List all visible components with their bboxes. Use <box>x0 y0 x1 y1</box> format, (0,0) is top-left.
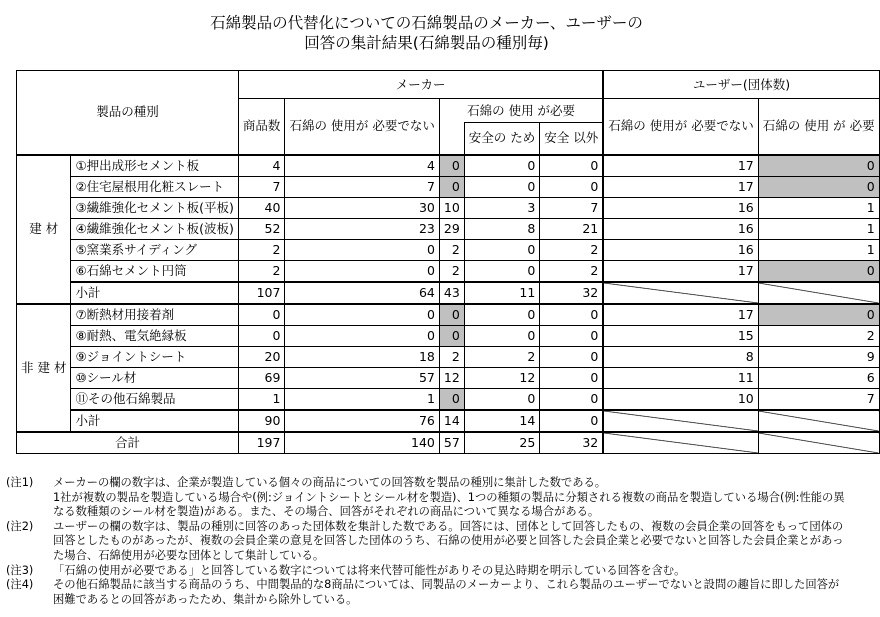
subtotal-label: 小計 <box>71 282 238 304</box>
product-count: 20 <box>238 346 285 367</box>
note-label: (注3) <box>6 563 34 577</box>
table-row <box>17 388 880 410</box>
safety-value: 12 <box>464 367 539 388</box>
non-safety-value: 32 <box>540 432 603 454</box>
table-row <box>17 346 880 367</box>
user-header: ユーザー(団体数) <box>603 71 879 99</box>
not-needed-value: 0 <box>285 304 439 326</box>
table-row <box>17 176 880 197</box>
non-safety-value: 2 <box>540 239 603 260</box>
product-count-header: 商品数 <box>238 99 285 155</box>
needed-value: 2 <box>439 260 464 282</box>
safety-value: 25 <box>464 432 539 454</box>
note-label: (注1) <box>6 476 34 489</box>
user-needed-value: 0 <box>758 176 879 197</box>
note-text: 「石綿の使用が必要である」と回答している数字については将来代替可能性がありその見込時期を明示している回答を含む。 <box>53 563 686 577</box>
needed-value: 0 <box>439 304 464 326</box>
user-not-needed-value: 17 <box>603 260 758 282</box>
non-safety-value: 7 <box>540 197 603 218</box>
product-count: 0 <box>238 304 285 326</box>
product-count: 40 <box>238 197 285 218</box>
not-needed-value: 0 <box>285 325 439 346</box>
product-count: 2 <box>238 239 285 260</box>
table-row <box>17 260 880 282</box>
diagonal-cell <box>758 282 879 304</box>
total-row <box>17 432 880 454</box>
total-label: 合計 <box>17 432 239 454</box>
product-count: 69 <box>238 367 285 388</box>
not-needed-value: 1 <box>285 388 439 410</box>
not-needed-value: 4 <box>285 155 439 177</box>
product-name: ⑨ジョイントシート <box>71 346 238 367</box>
needed-value: 14 <box>439 410 464 432</box>
non-safety-value: 0 <box>540 325 603 346</box>
needed-value: 57 <box>439 432 464 454</box>
non-safety-value: 21 <box>540 218 603 239</box>
note-label: (注2) <box>6 519 34 533</box>
product-count: 2 <box>238 260 285 282</box>
note-label <box>6 491 53 520</box>
note <box>6 578 848 607</box>
product-count: 1 <box>238 388 285 410</box>
user-needed-value: 1 <box>758 197 879 218</box>
safety-header: 安全の ため <box>464 123 539 155</box>
product-name: ⑧耐熱、電気絶縁板 <box>71 325 238 346</box>
group-label: 非 建 材 <box>17 304 71 432</box>
non-safety-value: 0 <box>540 388 603 410</box>
not-needed-value: 7 <box>285 176 439 197</box>
notes <box>6 476 848 607</box>
safety-value: 0 <box>464 260 539 282</box>
product-name: ⑤窯業系サイディング <box>71 239 238 260</box>
user-needed-value: 6 <box>758 367 879 388</box>
page-title-line2: 回答の集計結果(石綿製品の種別毎) <box>304 34 549 52</box>
non-safety-value: 32 <box>540 282 603 304</box>
needed-value: 2 <box>439 346 464 367</box>
table-row <box>17 218 880 239</box>
safety-value: 0 <box>464 155 539 177</box>
results-table <box>16 70 880 454</box>
note-text: 1社が複数の製品を製造している場合や(例:ジョイントシートとシール材を製造)、1つの種類の製品に分類される複数の商品を製造している場合(例:性能の異なる数種類のシール材を製造)がある。また、その場合、回答がそれぞれの商品について異なる場合がある。 <box>53 490 845 519</box>
product-name: ⑥石綿セメント円筒 <box>71 260 238 282</box>
user-needed-value: 7 <box>758 388 879 410</box>
table-row <box>17 155 880 177</box>
user-needed-header: 石綿の 使用 が 必要 <box>758 99 879 155</box>
not-needed-value: 57 <box>285 367 439 388</box>
product-count: 197 <box>238 432 285 454</box>
diagonal-cell <box>603 282 758 304</box>
product-count: 0 <box>238 325 285 346</box>
diagonal-cell <box>603 410 758 432</box>
group-label: 建 材 <box>17 155 71 304</box>
safety-value: 0 <box>464 304 539 326</box>
user-needed-value: 0 <box>758 260 879 282</box>
user-not-needed-value: 15 <box>603 325 758 346</box>
non-safety-header: 安全 以外 <box>540 123 603 155</box>
not-needed-header: 石綿の 使用が 必要でない <box>285 99 439 155</box>
non-safety-value: 0 <box>540 176 603 197</box>
note <box>6 564 848 579</box>
user-needed-value: 0 <box>758 304 879 326</box>
product-name: ③繊維強化セメント板(平板) <box>71 197 238 218</box>
user-not-needed-value: 10 <box>603 388 758 410</box>
needed-value: 12 <box>439 367 464 388</box>
non-safety-value: 0 <box>540 410 603 432</box>
needed-header: 石綿の 使用 が必要 <box>439 99 603 123</box>
product-count: 52 <box>238 218 285 239</box>
not-needed-value: 76 <box>285 410 439 432</box>
page-title-line1: 石綿製品の代替化についての石綿製品のメーカー、ユーザーの <box>210 14 643 32</box>
needed-value: 10 <box>439 197 464 218</box>
non-safety-value: 2 <box>540 260 603 282</box>
diagonal-cell <box>758 432 879 454</box>
non-safety-value: 0 <box>540 367 603 388</box>
product-count: 7 <box>238 176 285 197</box>
diagonal-cell <box>758 410 879 432</box>
product-name: ⑩シール材 <box>71 367 238 388</box>
needed-value: 29 <box>439 218 464 239</box>
not-needed-value: 18 <box>285 346 439 367</box>
safety-value: 8 <box>464 218 539 239</box>
needed-value: 0 <box>439 155 464 177</box>
product-count: 4 <box>238 155 285 177</box>
not-needed-value: 23 <box>285 218 439 239</box>
user-not-needed-value: 11 <box>603 367 758 388</box>
not-needed-value: 64 <box>285 282 439 304</box>
user-not-needed-value: 17 <box>603 304 758 326</box>
user-not-needed-value: 8 <box>603 346 758 367</box>
not-needed-value: 0 <box>285 239 439 260</box>
safety-value: 3 <box>464 197 539 218</box>
table-row <box>17 325 880 346</box>
note <box>6 491 848 520</box>
table-row <box>17 239 880 260</box>
note-text: その他石綿製品に該当する商品のうち、中間製品的な8商品については、同製品のメーカーより、これら製品のユーザーでないと設問の趣旨に即した回答が困難であるとの回答があったため、集計から除外している。 <box>53 578 840 606</box>
product-count: 90 <box>238 410 285 432</box>
note-label: (注4) <box>6 578 34 592</box>
user-not-needed-value: 17 <box>603 176 758 197</box>
user-needed-value: 1 <box>758 218 879 239</box>
safety-value: 11 <box>464 282 539 304</box>
subtotal-row <box>17 282 880 304</box>
non-safety-value: 0 <box>540 346 603 367</box>
note-text: メーカーの欄の数字は、企業が製造している個々の商品についての回答数を製品の種別に集計した数である。 <box>53 476 607 489</box>
not-needed-value: 140 <box>285 432 439 454</box>
note <box>6 476 848 491</box>
user-not-needed-value: 16 <box>603 197 758 218</box>
user-not-needed-value: 16 <box>603 239 758 260</box>
user-needed-value: 2 <box>758 325 879 346</box>
not-needed-value: 30 <box>285 197 439 218</box>
category-header: 製品の種別 <box>17 71 239 155</box>
note <box>6 520 848 564</box>
needed-value: 43 <box>439 282 464 304</box>
subtotal-label: 小計 <box>71 410 238 432</box>
needed-value: 0 <box>439 176 464 197</box>
safety-value: 0 <box>464 325 539 346</box>
maker-header: メーカー <box>238 71 603 99</box>
table-row <box>17 304 880 326</box>
safety-value: 2 <box>464 346 539 367</box>
needed-value: 0 <box>439 388 464 410</box>
table-row <box>17 367 880 388</box>
user-needed-value: 9 <box>758 346 879 367</box>
user-not-needed-header: 石綿の 使用が 必要でない <box>603 99 758 155</box>
safety-value: 14 <box>464 410 539 432</box>
user-needed-value: 0 <box>758 155 879 177</box>
diagonal-cell <box>603 432 758 454</box>
needed-value: 2 <box>439 239 464 260</box>
product-name: ②住宅屋根用化粧スレート <box>71 176 238 197</box>
product-name: ④繊維強化セメント板(波板) <box>71 218 238 239</box>
non-safety-value: 0 <box>540 304 603 326</box>
user-not-needed-value: 16 <box>603 218 758 239</box>
product-name: ①押出成形セメント板 <box>71 155 238 177</box>
not-needed-value: 0 <box>285 260 439 282</box>
needed-value: 0 <box>439 325 464 346</box>
non-safety-value: 0 <box>540 155 603 177</box>
safety-value: 0 <box>464 388 539 410</box>
note-text: ユーザーの欄の数字は、製品の種別に回答のあった団体数を集計した数である。回答には、団体として回答したもの、複数の会員企業の回答をもって団体の回答としたものがあったが、複数の会員企業の意見を回答した団体のうち、石綿の使用が必要と回答した会員企業と必要でないと回答した会員企業とがあった場合、石綿使用が必要な団体として集計している。 <box>53 519 844 562</box>
product-name: ⑪その他石綿製品 <box>71 388 238 410</box>
safety-value: 0 <box>464 176 539 197</box>
table-row <box>17 197 880 218</box>
product-count: 107 <box>238 282 285 304</box>
product-name: ⑦断熱材用接着剤 <box>71 304 238 326</box>
user-not-needed-value: 17 <box>603 155 758 177</box>
subtotal-row <box>17 410 880 432</box>
safety-value: 0 <box>464 239 539 260</box>
user-needed-value: 1 <box>758 239 879 260</box>
